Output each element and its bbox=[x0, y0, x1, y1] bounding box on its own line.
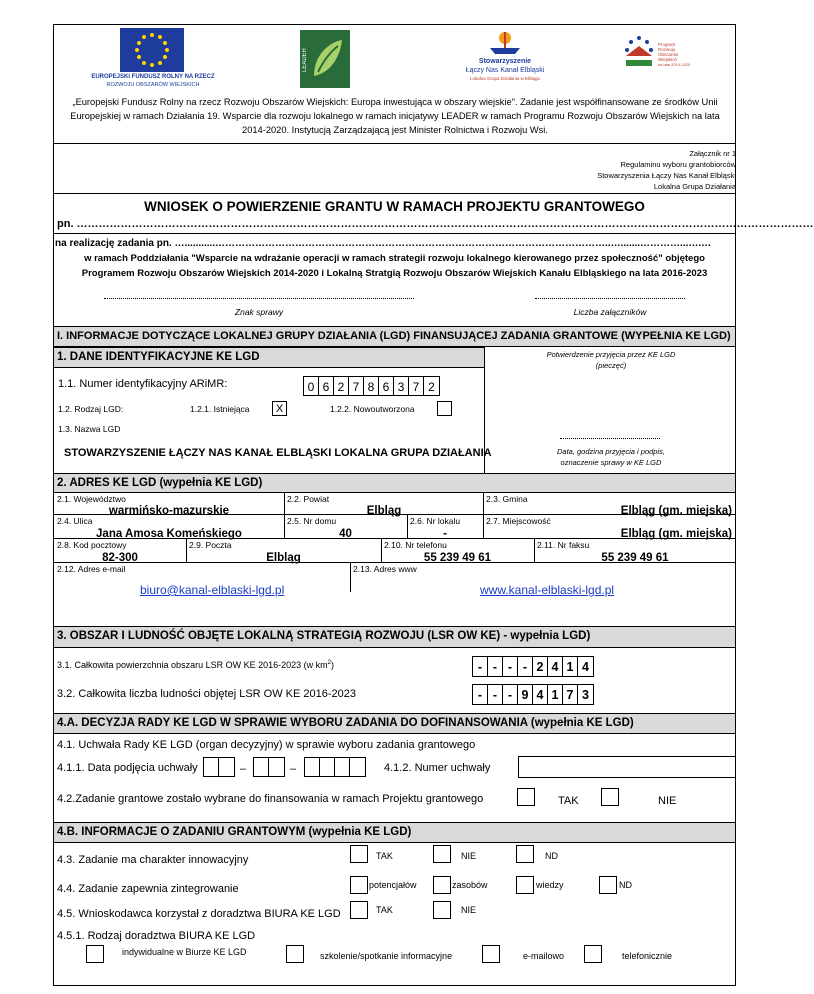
doradztwo-szkolenie-label: szkolenie/spotkanie informacyjne bbox=[320, 951, 453, 961]
section-4a-header: 4.A. DECYZJA RADY KE LGD W SPRAWIE WYBORU ZADANIA DO DOFINANSOWANIA (wypełnia KE LGD) bbox=[54, 713, 735, 734]
faks-value: 55 239 49 61 bbox=[601, 552, 669, 564]
miejscowosc-value: Elbląg (gm. miejska) bbox=[620, 528, 732, 540]
date-dash-1: – bbox=[240, 763, 247, 775]
arimr-label: 1.1. Numer identyfikacyjny ARiMR: bbox=[58, 378, 228, 390]
doradztwo-telefon-checkbox[interactable] bbox=[584, 945, 602, 963]
doradztwo-indywidualne-label: indywidualne w Biurze KE LGD bbox=[122, 947, 247, 957]
data-przyjecia-line-2: oznaczenie sprawy w KE LGD bbox=[560, 458, 662, 467]
gmina-value: Elbląg (gm. miejska) bbox=[620, 505, 732, 517]
annex-note bbox=[500, 148, 736, 192]
doradztwo-email-label: e-mailowo bbox=[523, 951, 565, 961]
miejscowosc-label: 2.7. Miejscowość bbox=[486, 516, 551, 526]
section-4b-header: 4.B. INFORMACJE O ZADANIU GRANTOWYM (wypełnia KE LGD) bbox=[54, 822, 735, 843]
q43-nie-label: NIE bbox=[461, 851, 477, 861]
q45-tak-label: TAK bbox=[376, 905, 393, 915]
nowoutworzona-checkbox[interactable] bbox=[437, 401, 452, 416]
date-month[interactable] bbox=[253, 757, 285, 777]
arimr-number[interactable]: 0 6 2 7 8 6 3 7 2 bbox=[303, 376, 440, 396]
annex-line-4: Lokalna Grupa Działania bbox=[653, 182, 736, 191]
annex-line-1: Załącznik nr 1 bbox=[689, 149, 736, 158]
q44-label: 4.4. Zadanie zapewnia zintegrowanie bbox=[57, 883, 239, 895]
poczta-label: 2.9. Poczta bbox=[189, 540, 232, 550]
doradztwo-telefon-label: telefonicznie bbox=[622, 951, 673, 961]
q45-label: 4.5. Wnioskodawca korzystał z doradztwa BIURA KE LGD bbox=[57, 908, 341, 920]
email-link[interactable]: biuro@kanal-elblaski-lgd.pl bbox=[140, 583, 285, 597]
stow-line-3: Lokalna Grupa Działania w Elblągu bbox=[469, 76, 541, 81]
doradztwo-szkolenie-checkbox[interactable] bbox=[286, 945, 304, 963]
q42-tak-checkbox[interactable] bbox=[517, 788, 535, 806]
ramach-line-1: w ramach Poddziałania "Wsparcie na wdrażanie operacji w ramach strategii rozwoju lokalnego kierowanego przez społeczność" objętego bbox=[84, 253, 705, 264]
stow-line-2: Łączy Nas Kanał Elbląski bbox=[465, 67, 545, 74]
telefon-label: 2.10. Nr telefonu bbox=[384, 540, 447, 550]
kod-pocztowy-label: 2.8. Kod pocztowy bbox=[57, 540, 127, 550]
page-title: WNIOSEK O POWIERZENIE GRANTU W RAMACH PROJEKTU GRANTOWEGO bbox=[144, 199, 645, 214]
q44-wiedzy-checkbox[interactable] bbox=[516, 876, 534, 894]
eu-caption-1: EUROPEJSKI FUNDUSZ ROLNY NA RZECZ bbox=[91, 74, 215, 80]
kod-pocztowy-value: 82-300 bbox=[102, 552, 138, 564]
section-2-header: 2. ADRES KE LGD (wypełnia KE LGD) bbox=[54, 473, 735, 493]
doradztwo-email-checkbox[interactable] bbox=[482, 945, 500, 963]
nr-lokalu-value: - bbox=[443, 528, 447, 540]
eu-caption-2: ROZWOJU OBSZARÓW WIEJSKICH bbox=[106, 82, 200, 88]
annex-line-2: Regulaminu wyboru grantobiorców bbox=[620, 160, 736, 169]
www-link[interactable]: www.kanal-elblaski-lgd.pl bbox=[480, 583, 615, 597]
pieczec-label: (pieczęć) bbox=[595, 361, 627, 370]
liczba-zalacznikow-label: Liczba załączników bbox=[573, 307, 647, 317]
q42-label: 4.2.Zadanie grantowe zostało wybrane do finansowania w ramach Projektu grantowego bbox=[57, 793, 484, 805]
doradztwo-indywidualne-checkbox[interactable] bbox=[86, 945, 104, 963]
pn-line[interactable]: pn. ………………………………………………………………………………………………………………………………………………………………………………… bbox=[57, 218, 814, 230]
q44-zasobow-label: zasobów bbox=[452, 880, 488, 890]
znak-sprawy-label: Znak sprawy bbox=[234, 307, 284, 317]
ulica-label: 2.4. Ulica bbox=[57, 516, 93, 526]
q43-tak-checkbox[interactable] bbox=[350, 845, 368, 863]
q43-label: 4.3. Zadanie ma charakter innowacyjny bbox=[57, 854, 249, 866]
q45-nie-label: NIE bbox=[461, 905, 477, 915]
gmina-label: 2.3. Gmina bbox=[486, 494, 528, 504]
q42-nie-label: NIE bbox=[658, 795, 677, 807]
data-przyjecia-line-1: Data, godzina przyjęcia i podpis, bbox=[557, 447, 665, 456]
prow-line-2: Rozwoju bbox=[658, 47, 676, 52]
istniejaca-label: 1.2.1. Istniejąca bbox=[190, 404, 250, 414]
q45-nie-checkbox[interactable] bbox=[433, 901, 451, 919]
potwierdzenie-label: Potwierdzenie przyjęcia przez KE LGD bbox=[546, 350, 676, 359]
q43-nd-checkbox[interactable] bbox=[516, 845, 534, 863]
q45-tak-checkbox[interactable] bbox=[350, 901, 368, 919]
numer-uchwaly-input[interactable] bbox=[518, 756, 736, 778]
date-dash-2: – bbox=[290, 763, 297, 775]
population-digits[interactable]: - - - 9 4 1 7 3 bbox=[472, 684, 594, 705]
q411-label: 4.1.1. Data podjęcia uchwały bbox=[57, 762, 198, 774]
nazwa-lgd-label: 1.3. Nazwa LGD bbox=[58, 424, 121, 434]
q44-nd-checkbox[interactable] bbox=[599, 876, 617, 894]
date-day[interactable] bbox=[203, 757, 235, 777]
poczta-value: Elbląg bbox=[266, 552, 301, 564]
q44-nd-label: ND bbox=[619, 880, 632, 890]
q44-zasobow-checkbox[interactable] bbox=[433, 876, 451, 894]
area-digits[interactable]: - - - - 2 4 1 4 bbox=[472, 656, 594, 677]
nowoutworzona-label: 1.2.2. Nowoutworzona bbox=[330, 404, 415, 414]
q43-tak-label: TAK bbox=[376, 851, 393, 861]
q44-potencjalow-label: potencjałów bbox=[369, 880, 417, 890]
nazwa-lgd-value: STOWARZYSZENIE ŁĄCZY NAS KANAŁ ELBLĄSKI LOKALNA GRUPA DZIAŁANIA bbox=[64, 447, 492, 459]
prow-line-1: Program bbox=[658, 42, 676, 47]
q42-tak-label: TAK bbox=[558, 795, 579, 807]
annex-line-3: Stowarzyszenia Łączy Nas Kanał Elbląski bbox=[597, 171, 736, 180]
wojewodztwo-label: 2.1. Województwo bbox=[57, 494, 126, 504]
q44-wiedzy-label: wiedzy bbox=[536, 880, 564, 890]
q42-nie-checkbox[interactable] bbox=[601, 788, 619, 806]
powiat-value: Elbląg bbox=[366, 505, 402, 517]
intro-text: „Europejski Fundusz Rolny na rzecz Rozwoju Obszarów Wiejskich: Europa inwestująca w obszary wiejskie". Zadanie jest współfinansowane ze środków Unii Europejskiej w ramach Działania 19. Wsparcie dla rozwoju lokalnego w ramach inicjatywy LEADER w ramach Programu Rozwoju Obszarów Wiejskich na lata 2014-2020. Instytucją Zarządzającą jest Minister Rolnictwa i Rozwoju Wsi. bbox=[70, 97, 720, 135]
nr-domu-value: 40 bbox=[339, 528, 352, 540]
wojewodztwo-value: warmińsko-mazurskie bbox=[108, 505, 230, 517]
prow-line-5: na lata 2014-2020 bbox=[658, 62, 691, 67]
q412-label: 4.1.2. Numer uchwały bbox=[384, 762, 491, 774]
date-year[interactable] bbox=[304, 757, 366, 777]
realizacja-line[interactable]: na realizację zadania pn. …...........………………………………………………………………………………………………………..….......…………...….… bbox=[55, 238, 712, 249]
www-label: 2.13. Adres www bbox=[353, 564, 417, 574]
nr-lokalu-label: 2.6. Nr lokalu bbox=[410, 516, 461, 526]
ramach-line-2: Programem Rozwoju Obszarów Wiejskich 2014-2020 i Lokalną Stratgią Rozwoju Obszarów Wiejskich Kanału Elbląskiego na lata 2016-2023 bbox=[81, 268, 708, 279]
powiat-label: 2.2. Powiat bbox=[287, 494, 330, 504]
prow-line-4: Wiejskich bbox=[658, 57, 678, 62]
faks-label: 2.11. Nr faksu bbox=[537, 540, 590, 550]
q43-nie-checkbox[interactable] bbox=[433, 845, 451, 863]
q44-potencjalow-checkbox[interactable] bbox=[350, 876, 368, 894]
section-i-header: I. INFORMACJE DOTYCZĄCE LOKALNEJ GRUPY DZIAŁANIA (LGD) FINANSUJĄCEJ ZADANIA GRANTOWE (WYPEŁNIA KE LGD) bbox=[54, 326, 735, 347]
q41-label: 4.1. Uchwała Rady KE LGD (organ decyzyjny) w sprawie wyboru zadania grantowego bbox=[57, 739, 476, 751]
q451-label: 4.5.1. Rodzaj doradztwa BIURA KE LGD bbox=[57, 930, 256, 942]
leader-text: LEADER bbox=[302, 48, 308, 73]
section-3-header: 3. OBSZAR I LUDNOŚĆ OBJĘTE LOKALNĄ STRATEGIĄ ROZWOJU (LSR OW KE) - wypełnia LGD) bbox=[54, 626, 735, 648]
q43-nd-label: ND bbox=[545, 851, 558, 861]
nr-domu-label: 2.5. Nr domu bbox=[287, 516, 337, 526]
istniejaca-checkbox[interactable]: X bbox=[272, 401, 287, 416]
prow-line-3: Obszarów bbox=[658, 52, 679, 57]
q31-label: 3.1. Całkowita powierzchnia obszaru LSR OW KE 2016-2023 (w $km^2$) bbox=[57, 660, 334, 670]
ulica-value: Jana Amosa Komeńskiego bbox=[96, 528, 242, 540]
section-1-header: 1. DANE IDENTYFIKACYJNE KE LGD bbox=[54, 347, 484, 368]
telefon-value: 55 239 49 61 bbox=[423, 552, 492, 564]
q32-label: 3.2. Całkowita liczba ludności objętej LSR OW KE 2016-2023 bbox=[57, 688, 356, 700]
email-label: 2.12. Adres e-mail bbox=[57, 564, 126, 574]
stow-line-1: Stowarzyszenie bbox=[478, 58, 532, 65]
rodzaj-lgd-label: 1.2. Rodzaj LGD: bbox=[58, 404, 124, 414]
